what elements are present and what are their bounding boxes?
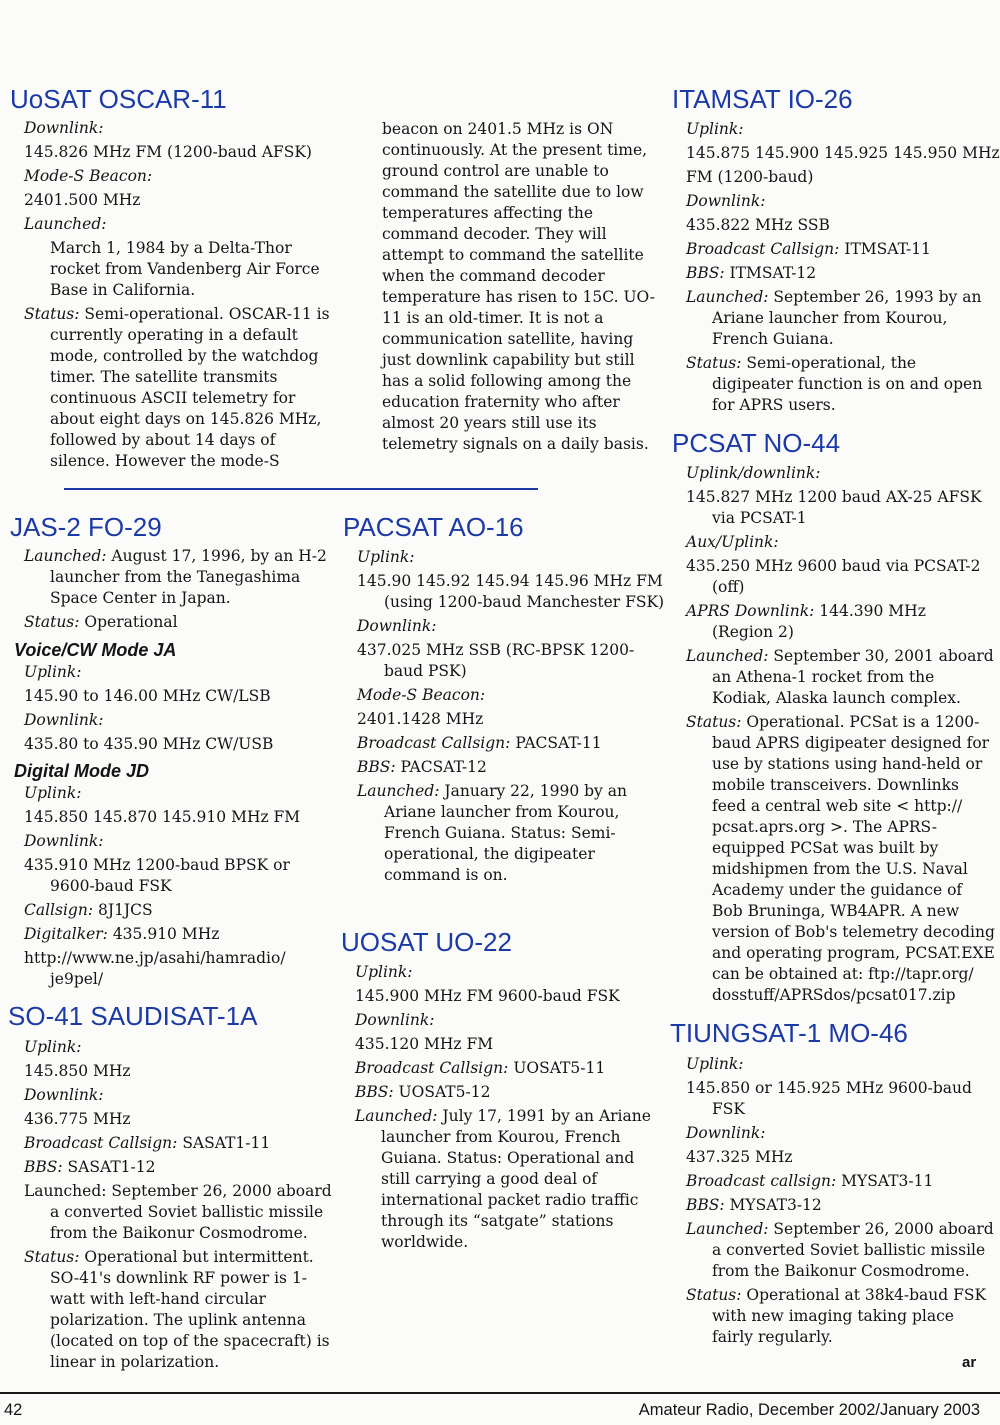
downlink-value: 435.910 MHz 1200-baud BPSK or [24, 856, 290, 874]
status-label: Status: [686, 713, 742, 731]
status-text: Operational [79, 613, 178, 631]
downlink-label: Downlink: [355, 1011, 435, 1029]
bbs-value: UOSAT5-12 [393, 1083, 491, 1101]
status-line: version of Bob's telemetry decoding [712, 923, 995, 941]
bbs-label: BBS: [24, 1158, 63, 1176]
bbs-value: PACSAT-12 [395, 758, 487, 776]
status-line: about eight days on 145.826 MHz, [50, 410, 322, 428]
uplink-value: (using 1200-baud Manchester FSK) [384, 593, 665, 611]
bbs-label: BBS: [355, 1083, 394, 1101]
launched-line: launcher from the Tanegashima [50, 568, 301, 586]
launched-line: Launched: September 26, 2000 aboard [24, 1182, 332, 1200]
page-number: 42 [4, 1401, 23, 1419]
status-line: equipped PCSat was built by [712, 839, 939, 857]
launched-text: January 22, 1990 by an [439, 782, 627, 800]
status-line: with new imaging taking place [712, 1307, 954, 1325]
uplink-value: 145.90 to 146.00 MHz CW/LSB [24, 687, 271, 705]
beacon-label: Mode-S Beacon: [24, 167, 153, 185]
subheading-mode-jd: Digital Mode JD [14, 761, 150, 781]
uplink-value: 145.850 MHz [24, 1062, 131, 1080]
continued-line: attempt to command the satellite [382, 246, 644, 264]
broadcast-callsign-label: Broadcast Callsign: [24, 1134, 178, 1152]
downlink-value: 9600-baud FSK [50, 877, 172, 895]
status-line: mobile transceivers. Downlinks [712, 776, 959, 794]
status-label: Status: [24, 305, 80, 323]
bbs-label: BBS: [686, 1196, 725, 1214]
status-line: Academy under the guidance of [712, 881, 963, 899]
downlink-label: Downlink: [24, 711, 104, 729]
continued-line: just downlink capability but still [382, 351, 635, 369]
uplink-value: 145.875 145.900 145.925 145.950 MHz [686, 144, 1000, 162]
status-line [24, 1247, 314, 1268]
downlink-value: 435.80 to 435.90 MHz CW/USB [24, 735, 274, 753]
bbs-value: MYSAT3-12 [724, 1196, 822, 1214]
launched-line: a converted Soviet ballistic missile [712, 1241, 986, 1259]
bbs-label: BBS: [357, 758, 396, 776]
status-label: Status: [24, 613, 80, 631]
downlink-value: 435.120 MHz FM [355, 1035, 494, 1053]
status-label: Status: [686, 354, 742, 372]
status-line: and operating program, PCSAT.EXE [712, 944, 995, 962]
uplink-label: Uplink: [24, 1038, 82, 1056]
continued-line: communication satellite, having [382, 330, 634, 348]
broadcast-callsign-value: PACSAT-11 [510, 734, 602, 752]
launched-line: rocket from Vandenberg Air Force [50, 260, 320, 278]
status-line: linear in polarization. [50, 1353, 220, 1371]
downlink-value: 436.775 MHz [24, 1110, 131, 1128]
uplink-label: Uplink: [24, 663, 82, 681]
continued-line: continuously. At the present time, [382, 141, 648, 159]
updown-value: 145.827 MHz 1200 baud AX-25 AFSK [686, 488, 982, 506]
launched-line: a converted Soviet ballistic missile [50, 1203, 324, 1221]
status-line: (located on top of the spacecraft) is [50, 1332, 330, 1350]
callsign-value: 8J1JCS [93, 901, 153, 919]
launched-label: Launched: [686, 288, 769, 306]
beacon-value: 2401.1428 MHz [357, 710, 484, 728]
launched-line: Guiana. Status: Operational and [381, 1149, 635, 1167]
bbs-label: BBS: [686, 264, 725, 282]
end-of-article-mark: ar [962, 1354, 977, 1371]
digitalker-line [24, 924, 219, 945]
launched-label: Launched: [686, 1220, 769, 1238]
launched-text: August 17, 1996, by an H-2 [106, 547, 327, 565]
publication-credit: Amateur Radio, December 2002/January 2003 [638, 1401, 980, 1419]
bbs-line [355, 1082, 490, 1103]
continued-line: temperatures affecting the [382, 204, 594, 222]
heading-uosat-uo22: UOSAT UO-22 [341, 927, 512, 957]
launched-label: Launched: [686, 647, 769, 665]
downlink-label: Downlink: [686, 192, 766, 210]
updown-value: via PCSAT-1 [712, 509, 807, 527]
updown-label: Uplink/downlink: [686, 464, 821, 482]
launched-label: Launched: [24, 547, 107, 565]
broadcast-callsign-label: Broadcast Callsign: [355, 1059, 509, 1077]
uplink-value: FSK [712, 1100, 745, 1118]
status-line: can be obtained at: ftp://tapr.org/ [712, 965, 974, 983]
heading-uosat-oscar-11: UoSAT OSCAR-11 [10, 84, 227, 114]
continued-line: almost 20 years still use its [382, 414, 597, 432]
continued-line: temperature has risen to 15C. UO- [382, 288, 656, 306]
status-text: Operational. PCSat is a 1200- [741, 713, 980, 731]
broadcast-callsign-value: UOSAT5-11 [508, 1059, 606, 1077]
continued-line: beacon on 2401.5 MHz is ON [382, 120, 614, 138]
launched-line: Kodiak, Alaska launch complex. [712, 689, 961, 707]
launched-line: worldwide. [381, 1233, 469, 1251]
bbs-line [357, 757, 487, 778]
downlink-value: 145.826 MHz FM (1200-baud AFSK) [24, 143, 312, 161]
url-line: http://www.ne.jp/asahi/hamradio/ [24, 949, 286, 967]
launched-line: Ariane launcher from Kourou, [384, 803, 620, 821]
beacon-value: 2401.500 MHz [24, 191, 141, 209]
launched-line [686, 646, 994, 667]
broadcast-callsign-line [357, 733, 602, 754]
aprs-downlink-line [686, 601, 926, 622]
launched-line: March 1, 1984 by a Delta-Thor [50, 239, 292, 257]
aux-uplink-value: 435.250 MHz 9600 baud via PCSAT-2 [686, 557, 981, 575]
launched-line: launcher from Kourou, French [381, 1128, 621, 1146]
launched-line [355, 1106, 651, 1127]
beacon-label: Mode-S Beacon: [357, 686, 486, 704]
uplink-label: Uplink: [686, 1055, 744, 1073]
uplink-label: Uplink: [357, 548, 415, 566]
status-line: mode, controlled by the watchdog [50, 347, 319, 365]
launched-line [24, 546, 327, 567]
status-line [24, 612, 178, 633]
bbs-line [24, 1157, 156, 1178]
status-line [686, 712, 979, 733]
uplink-label: Uplink: [24, 784, 82, 802]
digitalker-label: Digitalker: [24, 925, 108, 943]
status-text: Operational at 38k4-baud FSK [741, 1286, 987, 1304]
digitalker-value: 435.910 MHz [107, 925, 220, 943]
status-line: polarization. The uplink antenna [50, 1311, 306, 1329]
broadcast-callsign-line [24, 1133, 270, 1154]
uplink-value: 145.850 or 145.925 MHz 9600-baud [686, 1079, 972, 1097]
launched-line: still carrying a good deal of [381, 1170, 598, 1188]
status-line: Bob Bruninga, WB4APR. A new [712, 902, 960, 920]
heading-itamsat-io26: ITAMSAT IO-26 [672, 84, 853, 114]
callsign-label: Callsign: [24, 901, 94, 919]
launched-line [357, 781, 627, 802]
launched-line: Space Center in Japan. [50, 589, 231, 607]
status-line: use by stations using hand-held or [712, 755, 983, 773]
launched-text: September 30, 2001 aboard [768, 647, 994, 665]
downlink-label: Downlink: [686, 1124, 766, 1142]
uplink-value: 145.850 145.870 145.910 MHz FM [24, 808, 301, 826]
broadcast-callsign-value: MYSAT3-11 [836, 1172, 934, 1190]
heading-so41-saudisat: SO-41 SAUDISAT-1A [8, 1001, 258, 1031]
broadcast-callsign-line [686, 239, 931, 260]
status-line: dosstuff/APRSdos/pcsat017.zip [712, 986, 956, 1004]
footer-rule [0, 1392, 1000, 1394]
continued-line: has a solid following among the [382, 372, 632, 390]
status-text: Semi-operational. OSCAR-11 is [79, 305, 330, 323]
status-line: watt with left-hand circular [50, 1290, 266, 1308]
status-line: baud APRS digipeater designed for [712, 734, 990, 752]
broadcast-callsign-label: Broadcast Callsign: [686, 240, 840, 258]
bbs-value: SASAT1-12 [62, 1158, 156, 1176]
status-line: feed a central web site < http:// [712, 797, 963, 815]
status-line: followed by about 14 days of [50, 431, 276, 449]
launched-line: from the Baikonur Cosmodrome. [712, 1262, 970, 1280]
launched-line: Ariane launcher from Kourou, [712, 309, 948, 327]
uplink-value: 145.90 145.92 145.94 145.96 MHz FM [357, 572, 663, 590]
downlink-label: Downlink: [357, 617, 437, 635]
callsign-line [24, 900, 153, 921]
broadcast-callsign-value: SASAT1-11 [177, 1134, 271, 1152]
uplink-label: Uplink: [686, 120, 744, 138]
status-label: Status: [686, 1286, 742, 1304]
broadcast-callsign-line [355, 1058, 605, 1079]
launched-label: Launched: [355, 1107, 438, 1125]
launched-line: international packet radio traffic [381, 1191, 639, 1209]
heading-tiungsat-mo46: TIUNGSAT-1 MO-46 [670, 1018, 908, 1048]
heading-pacsat-ao16: PACSAT AO-16 [343, 512, 524, 542]
uplink-label: Uplink: [355, 963, 413, 981]
status-line [686, 1285, 986, 1306]
heading-pcsat-no44: PCSAT NO-44 [672, 428, 841, 458]
broadcast-callsign-line [686, 1171, 933, 1192]
bbs-line [686, 1195, 822, 1216]
uplink-value: FM (1200-baud) [686, 168, 814, 186]
downlink-label: Downlink: [24, 1086, 104, 1104]
launched-line: operational, the digipeater [384, 845, 595, 863]
aux-uplink-label: Aux/Uplink: [686, 533, 779, 551]
heading-jas2-fo29: JAS-2 FO-29 [10, 512, 162, 542]
broadcast-callsign-label: Broadcast callsign: [686, 1172, 837, 1190]
status-line [686, 353, 916, 374]
continued-line: education fraternity who after [382, 393, 620, 411]
status-text: Semi-operational, the [741, 354, 917, 372]
launched-line: through its “satgate” stations [381, 1212, 614, 1230]
downlink-label: Downlink: [24, 832, 104, 850]
downlink-value: 437.325 MHz [686, 1148, 793, 1166]
aprs-region: (Region 2) [712, 623, 794, 641]
launched-line: command is on. [384, 866, 508, 884]
status-line: pcsat.aprs.org >. The APRS- [712, 818, 937, 836]
downlink-label: Downlink: [24, 119, 104, 137]
status-line: silence. However the mode-S [50, 452, 280, 470]
status-line: for APRS users. [712, 396, 836, 414]
status-line [24, 304, 330, 325]
launched-text: July 17, 1991 by an Ariane [437, 1107, 651, 1125]
status-line: midshipmen from the U.S. Naval [712, 860, 968, 878]
broadcast-callsign-label: Broadcast Callsign: [357, 734, 511, 752]
uplink-value: 145.900 MHz FM 9600-baud FSK [355, 987, 620, 1005]
launched-line: French Guiana. Status: Semi- [384, 824, 616, 842]
broadcast-callsign-value: ITMSAT-11 [839, 240, 931, 258]
launched-line: French Guiana. [712, 330, 834, 348]
status-line: digipeater function is on and open [712, 375, 983, 393]
launched-line [686, 287, 981, 308]
launched-text: September 26, 2000 aboard [768, 1220, 994, 1238]
subheading-mode-ja: Voice/CW Mode JA [14, 640, 177, 660]
launched-label: Launched: [357, 782, 440, 800]
downlink-value: 435.822 MHz SSB [686, 216, 830, 234]
aprs-downlink-value: 144.390 MHz [814, 602, 926, 620]
continued-line: telemetry signals on a daily basis. [382, 435, 649, 453]
status-label: Status: [24, 1248, 80, 1266]
bbs-line [686, 263, 816, 284]
aprs-downlink-label: APRS Downlink: [686, 602, 815, 620]
status-text: Operational but intermittent. [79, 1248, 314, 1266]
downlink-value: 437.025 MHz SSB (RC-BPSK 1200- [357, 641, 635, 659]
status-line: currently operating in a default [50, 326, 298, 344]
aux-uplink-value: (off) [712, 578, 745, 596]
status-line: fairly regularly. [712, 1328, 833, 1346]
continued-line: command decoder. They will [382, 225, 607, 243]
launched-label: Launched: [24, 215, 107, 233]
launched-line [686, 1219, 994, 1240]
continued-line: when the command decoder [382, 267, 605, 285]
launched-text: September 26, 1993 by an [768, 288, 982, 306]
launched-line: from the Baikonur Cosmodrome. [50, 1224, 308, 1242]
continued-line: 11 is an old-timer. It is not a [382, 309, 604, 327]
status-line: SO-41's downlink RF power is 1- [50, 1269, 308, 1287]
launched-line: Base in California. [50, 281, 196, 299]
bbs-value: ITMSAT-12 [724, 264, 817, 282]
status-line: timer. The satellite transmits [50, 368, 278, 386]
continued-line: command the satellite due to low [382, 183, 644, 201]
launched-line: an Athena-1 rocket from the [712, 668, 935, 686]
url-line: je9pel/ [50, 970, 104, 988]
section-divider [64, 488, 538, 490]
status-line: continuous ASCII telemetry for [50, 389, 296, 407]
continued-line: ground control are unable to [382, 162, 609, 180]
downlink-value: baud PSK) [384, 662, 467, 680]
